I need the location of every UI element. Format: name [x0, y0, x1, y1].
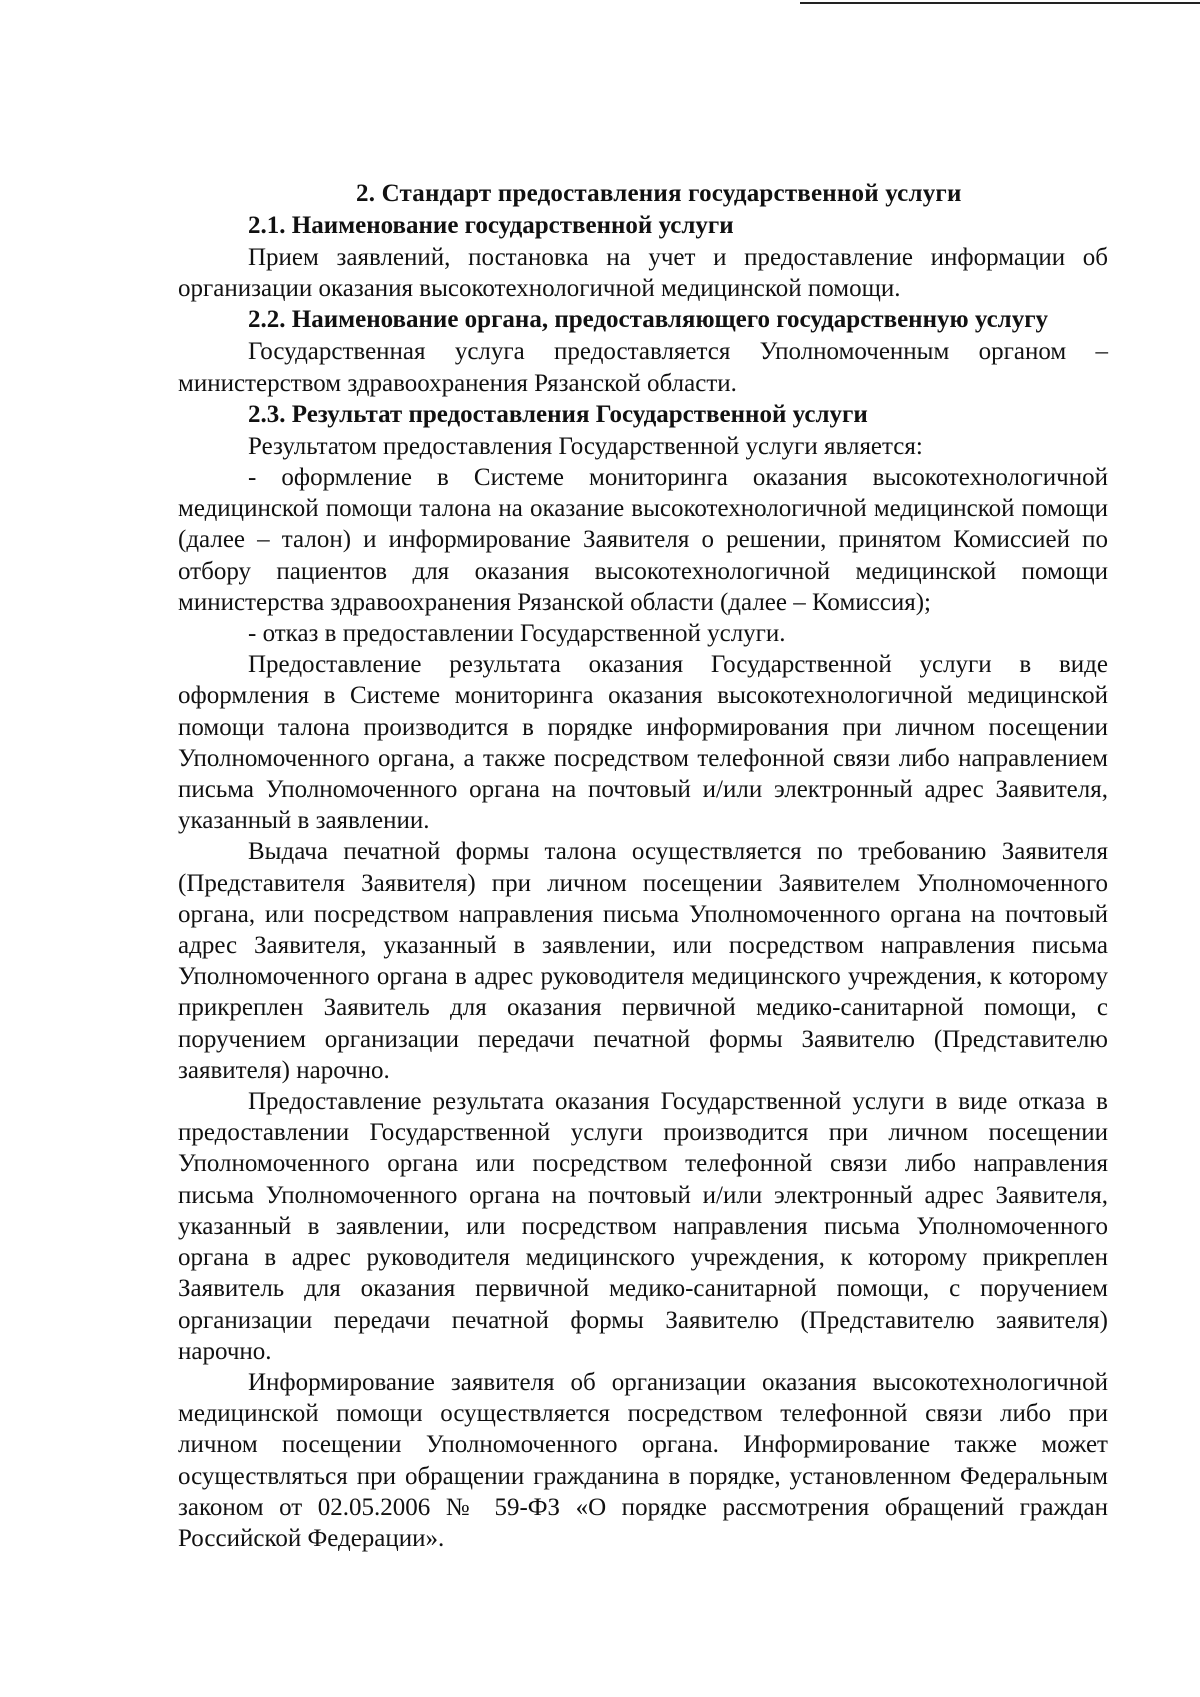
section-2-1-paragraph: Прием заявлений, постановка на учет и предоставление информации об организации оказания высокотехнологичной медицинской помощи.	[178, 244, 1108, 303]
section-heading-2-2: 2.2. Наименование органа, предоставляющего государственную услугу	[248, 306, 1049, 334]
document-title: 2. Стандарт предоставления государственной услуги	[356, 180, 962, 207]
section-2-3-intro: Результатом предоставления Государственной услуги является:	[248, 432, 923, 460]
section-2-3-paragraph-printed-form: Выдача печатной формы талона осуществляется по требованию Заявителя (Представителя Заявителя) при личном посещении Заявителем Уполномоченного органа, или посредством направления письма Уполномоченного органа на почтовый адрес Заявителя, указанный в заявлении, или посредством направления письма Уполномоченного органа в адрес руководителя медицинского учреждения, к которому прикреплен Заявитель для оказания первичной медико-санитарной помощи, с поручением организации передачи печатной формы Заявителю (Представителю заявителя) нарочно.	[178, 838, 1108, 1084]
scan-top-edge-line	[800, 2, 1200, 4]
section-2-2-paragraph: Государственная услуга предоставляется Уполномоченным органом – министерством здравоохранения Рязанской области.	[178, 338, 1108, 397]
section-2-3-paragraph-informing: Информирование заявителя об организации оказания высокотехнологичной медицинской помощи осуществляется посредством телефонной связи либо при личном посещении Уполномоченного органа. Информирование также может осуществляться при обращении гражданина в порядке, установленном Федеральным законом от 02.05.2006 № 59-ФЗ «О порядке рассмотрения обращений граждан Российской Федерации».	[178, 1368, 1108, 1552]
section-2-3-paragraph-ticket-delivery: Предоставление результата оказания Государственной услуги в виде оформления в Системе мониторинга оказания высокотехнологичной медицинской помощи талона производится в порядке информирования при личном посещении Уполномоченного органа, а также посредством телефонной связи либо направлением письма Уполномоченного органа на почтовый и/или электронный адрес Заявителя, указанный в заявлении.	[178, 651, 1108, 835]
section-heading-2-1: 2.1. Наименование государственной услуги	[248, 212, 734, 239]
document-page	[178, 178, 1108, 1554]
section-2-3-result-item-ticket: - оформление в Системе мониторинга оказания высокотехнологичной медицинской помощи талона на оказание высокотехнологичной медицинской помощи (далее – талон) и информирование Заявителя о решении, принятом Комиссией по отбору пациентов для оказания высокотехнологичной медицинской помощи министерства здравоохранения Рязанской области (далее – Комиссия);	[178, 464, 1108, 616]
section-heading-2-3: 2.3. Результат предоставления Государственной услуги	[248, 400, 868, 428]
section-2-3-result-item-refusal: - отказ в предоставлении Государственной услуги.	[248, 620, 786, 648]
section-2-3-paragraph-refusal-delivery: Предоставление результата оказания Государственной услуги в виде отказа в предоставлении Государственной услуги производится при личном посещении Уполномоченного органа или посредством телефонной связи либо направления письма Уполномоченного органа на почтовый и/или электронный адрес Заявителя, указанный в заявлении, или посредством направления письма Уполномоченного органа в адрес руководителя медицинского учреждения, к которому прикреплен Заявитель для оказания первичной медико-санитарной помощи, с поручением организации передачи печатной формы Заявителю (Представителю заявителя) нарочно.	[178, 1088, 1108, 1365]
